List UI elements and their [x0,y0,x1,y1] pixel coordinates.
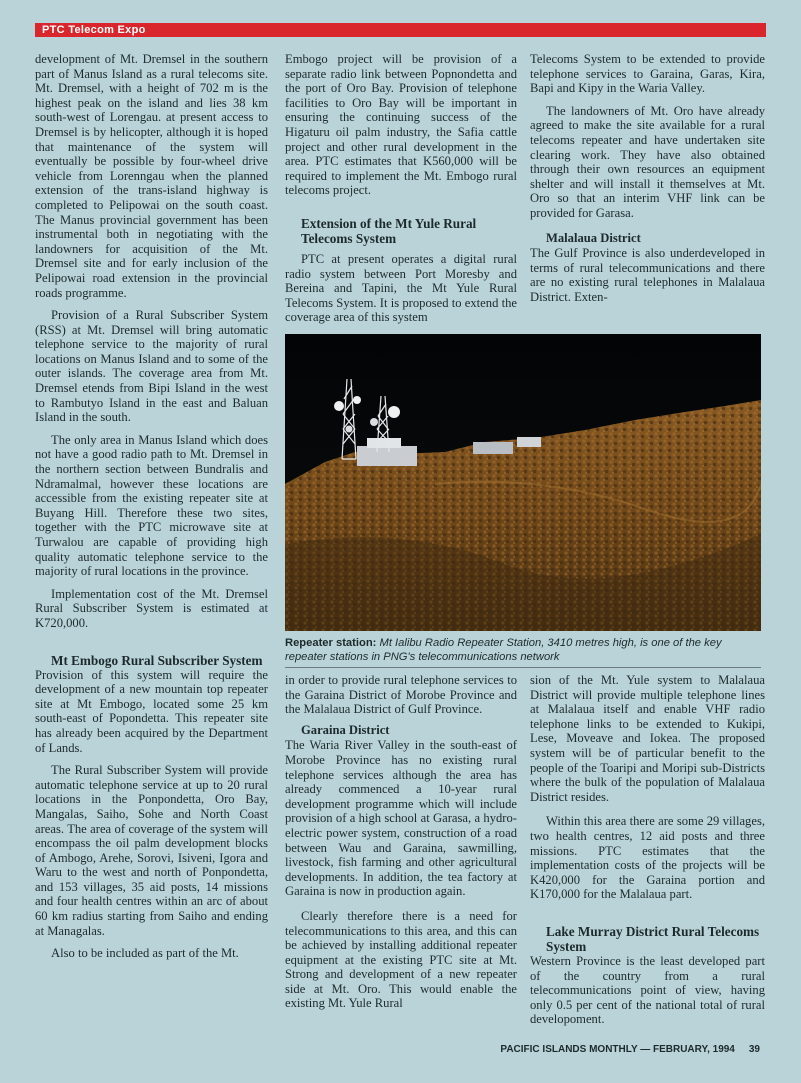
paragraph: Implementation cost of the Mt. Dremsel Rural Subscriber System is estimated at K720,000. [35,586,268,630]
article-column-2-bottom [285,673,517,1011]
section-heading-garaina: Garaina District [301,722,390,737]
paragraph: The Gulf Province is also underdeveloped in terms of rural telecommunications and there are no existing rural telephones in Malalaua District. Exten- [530,246,765,304]
paragraph: in order to provide rural telephone services to the Garaina District of Morobe Province and the Malalaua District of Gulf Province. [285,673,517,717]
page-number: 39 [748,1044,760,1055]
paragraph: PTC at present operates a digital rural radio system between Port Moresby and Bereina and Tapini, the Mt Yule Rural Telecoms System. It is proposed to extend the coverage area of this system [285,251,517,325]
article-column-1 [35,52,268,961]
section-heading-lake-murray: Lake Murray District Rural Telecoms System [546,923,760,954]
caption-text: Mt Ialibu Radio Repeater Station, 3410 metres high, is one of the key repeater stations in PNG's telecommunications network [285,637,722,663]
paragraph: Provision of a Rural Subscriber System (RSS) at Mt. Dremsel will bring automatic telephone service to the majority of rural locations on Manus Island and to some of the outer islands. The coverage area from Mt. Dremsel etends from Bipi Island in the west to Rambutyo Island in the east and Baluan Island in the south. [35,308,268,425]
publication-line: PACIFIC ISLANDS MONTHLY — FEBRUARY, 1994 [500,1044,735,1055]
paragraph: Within this area there are some 29 villages, two health centres, 12 aid posts and three missions. PTC estimates that the implementation costs of the projects will be K420,000 for the Garaina portion and K170,000 for the Malalaua part. [530,814,765,902]
section-heading-mt-embogo: Mt Embogo Rural Subscriber System [51,652,263,668]
paragraph: Telecoms System to be extended to provide telephone services to Garaina, Garas, Kira, Bapi and Kipy in the Waria Valley. [530,52,765,96]
section-heading-malalaua: Malalaua District [546,230,641,245]
section-heading-mt-yule: Extension of the Mt Yule Rural Telecoms System [301,215,477,246]
paragraph: Also to be included as part of the Mt. [51,946,239,961]
paragraph: Embogo project will be provision of a separate radio link between Popnondetta and the port of Oro Bay. Provision of telephone facilities to Oro Bay will be important in ensuring the continuing success of the Higaturu oil palm industry, the Safia cattle project and other rural development in the area. PTC estimates that K560,000 will be required to implement the Mt. Embogo rural telecoms project. [285,52,517,198]
article-column-3-top [530,52,765,305]
caption-divider [285,667,761,668]
paragraph: development of Mt. Dremsel in the southern part of Manus Island as a rural telecoms site. Mt. Dremsel, with a height of 702 m is the highest peak on the island and lies 38 km south-west of Lorengau. at present access to Dremsel is by helicopter, although it is hoped that maintenance of the system will eventually be possible by four-wheel drive vehicle from Lorenngau when the planned extension of the trans-island highway is completed to Pelipowai on the south coast. The Manus provincial government has been instrumental both in negotiating with the landowners for acquisition of the Mt. Dremsel site and for early inclusion of the Pelipowai road extension in the provincial roads programme. [35,52,268,300]
photo-caption [285,637,761,664]
paragraph: sion of the Mt. Yule system to Malalaua District will provide multiple telephone lines at Malalaua itself and enable VHF radio telephone links to be extended to Kukipi, Lese, Moveave and Iokea. The proposed system will be of particular benefit to the people of the Toaripi and Moripi sub-Districts where the bulk of the population of Malalaua District resides. [530,673,765,804]
page-footer [440,1044,760,1055]
section-label: PTC Telecom Expo [42,24,146,36]
paragraph: The landowners of Mt. Oro have already agreed to make the site available for a rural telecoms repeater and have undertaken site clearing work. They have also obtained through their own resources an equipment shelter and will install it themselves at Mt. Oro so that an interim VHF link can be provided for Garasa. [530,103,765,220]
article-column-3-bottom [530,673,765,1027]
mountain-photo-illustration [285,334,761,631]
paragraph: The Waria River Valley in the south-east of Morobe Province has no existing rural telephone services although the area has already commenced a 10-year rural development programme which will include provision of a high school at Garasa, a hydro-electric power system, construction of a road between Wau and Garaina, sawmilling, livestock, fish farming and other agricultural developments. In addition, the tea factory at Garaina is now in production again. [285,738,517,899]
article-column-2-top [285,52,517,325]
paragraph: The only area in Manus Island which does not have a good radio path to Mt. Dremsel in the northern section between Bundralis and Ndramalmal, however these locations are accessible from the existing repeater site at Buyang Hill. Therefore these two sites, together with the PTC microwave site at Turwalou are capable of providing high quality automatic telephone service to the majority of rural locations in the province. [35,432,268,579]
paragraph: Clearly therefore there is a need for telecommunications to this area, and this can be achieved by installing additional repeater equipment at the existing PTC site at Mt. Strong and development of a new repeater side at Mt. Oro. This would enable the existing Mt. Yule Rural [285,908,517,1011]
repeater-station-photo [285,334,761,631]
caption-label: Repeater station: [285,637,377,649]
paragraph: Provision of this system will require the development of a new mountain top repeater site at Mt Embogo, located some 25 km south-east of Popondetta. This repeater site has already been acquired by the Department of Lands. [35,667,268,755]
paragraph: The Rural Subscriber System will provide automatic telephone service at up to 20 rural locations in the Ponpondetta, Oro Bay, Mangalas, Saiho, Sohe and North Coast areas. The area of coverage of the system will encompass the oil palm development blocks of Ambogo, Arehe, Sorovi, Isiveni, Igora and Waru to the west and north of Ponpondetta, and 153 villages, 35 aid posts, 14 missions and four health centres within an arc of about 60 km radius starting from Saiho and ending at Managalas. [35,763,268,938]
paragraph: Western Province is the least developed part of the country from a rural telecommunications point of view, having only 0.5 per cent of the national total of rural developoment. [530,953,765,1027]
section-banner [35,23,766,37]
